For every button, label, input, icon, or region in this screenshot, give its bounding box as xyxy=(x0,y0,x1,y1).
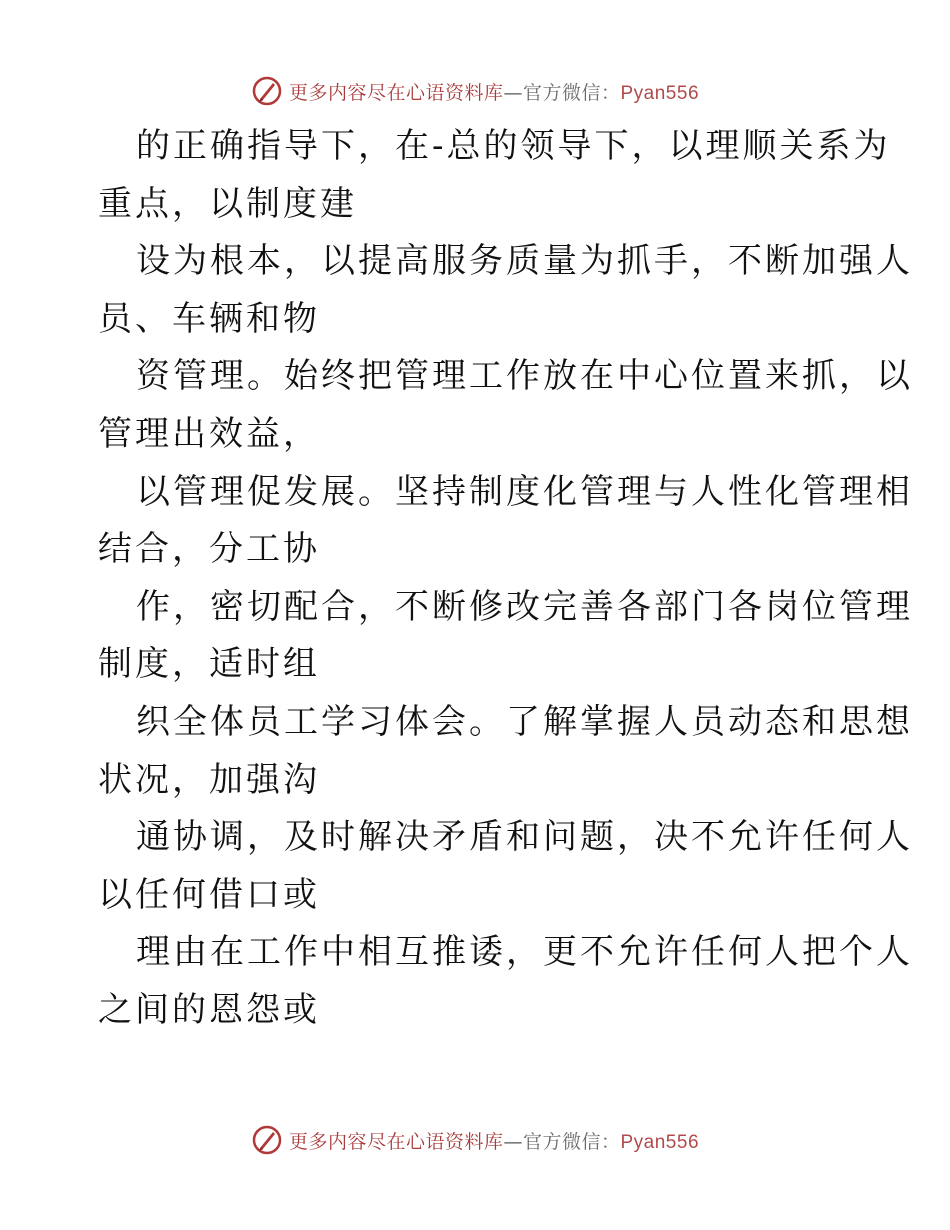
watermark-label: 官方微信： xyxy=(522,81,621,104)
watermark-site: 更多内容尽在心语资料库 xyxy=(288,81,504,104)
text-line: 理由在工作中相互推诿，更不允许任何人把个人 xyxy=(136,932,913,973)
watermark-text xyxy=(289,1127,699,1154)
quill-logo-icon xyxy=(251,1124,283,1156)
document-body xyxy=(98,118,913,1040)
header-watermark xyxy=(0,71,950,111)
watermark-site: 更多内容尽在心语资料库 xyxy=(288,1130,504,1153)
text-line: 设为根本，以提高服务质量为抓手，不断加强人 xyxy=(136,241,913,282)
text-line: 织全体员工学习体会。了解掌握人员动态和思想 xyxy=(136,701,913,742)
footer-watermark xyxy=(0,1120,950,1160)
text-line: 结合，分工协 xyxy=(98,529,320,570)
text-line: 员、车辆和物 xyxy=(98,298,320,339)
text-line: 制度，适时组 xyxy=(98,644,320,685)
text-line: 管理出效益， xyxy=(98,413,320,454)
text-line: 作，密切配合，不断修改完善各部门各岗位管理 xyxy=(136,586,913,627)
watermark-text xyxy=(289,78,699,105)
text-line: 通协调，及时解决矛盾和问题，决不允许任何人 xyxy=(136,817,913,858)
quill-logo-icon xyxy=(251,75,283,107)
watermark-separator: — xyxy=(503,81,523,104)
text-line: 以管理促发展。坚持制度化管理与人性化管理相 xyxy=(136,471,913,512)
watermark-handle: Pyan556 xyxy=(620,1131,700,1153)
text-line: 重点，以制度建 xyxy=(98,183,357,224)
watermark-handle: Pyan556 xyxy=(620,82,700,104)
watermark-label: 官方微信： xyxy=(522,1130,621,1153)
text-line: 的正确指导下，在-总的领导下，以理顺关系为 xyxy=(136,126,891,166)
text-line: 以任何借口或 xyxy=(98,874,320,915)
text-line: 状况，加强沟 xyxy=(98,759,320,800)
text-line: 资管理。始终把管理工作放在中心位置来抓，以 xyxy=(136,356,913,397)
watermark-separator: — xyxy=(503,1130,523,1153)
text-line: 之间的恩怨或 xyxy=(98,989,320,1030)
